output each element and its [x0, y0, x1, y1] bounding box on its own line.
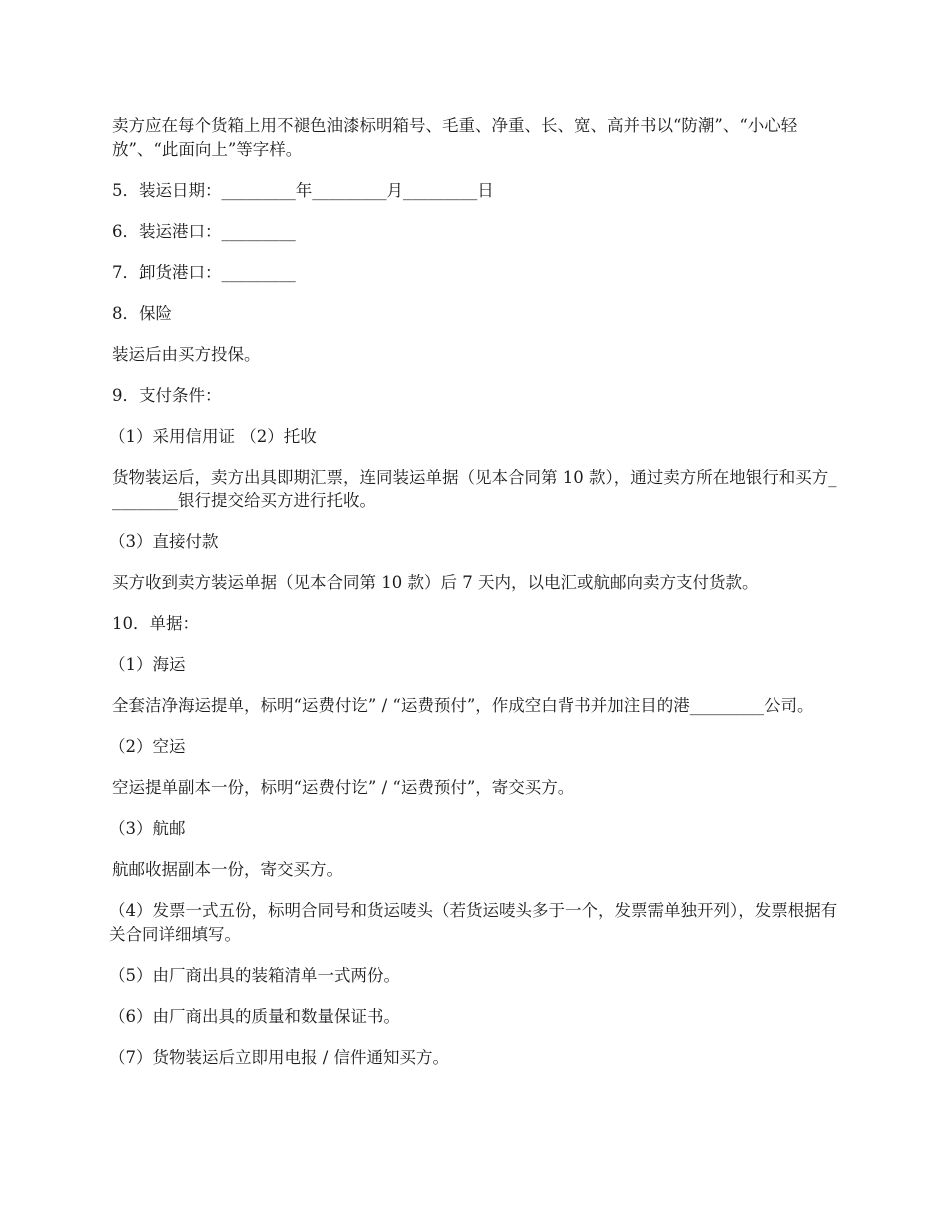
air-waybill-text: 空运提单副本一份，标明“运费付讫” / “运费预付”，寄交买方。: [112, 778, 575, 797]
air-mail-text: 航邮收据副本一份，寄交买方。: [112, 860, 343, 879]
collection-text: 货物装运后，卖方出具即期汇票，连同装运单据（见本合同第 10 款），通过卖方所在地银行和买方_________银行提交给买方进行托收。: [112, 467, 837, 510]
insurance-heading: 8．保险: [112, 303, 172, 323]
sea-bill-of-lading-text: 全套洁净海运提单，标明“运费付讫” / “运费预付”，作成空白背书并加注目的港_________公司。: [112, 696, 814, 715]
discharge-port-field: 7．卸货港口：_________: [112, 262, 296, 282]
packing-marking-clause: 卖方应在每个货箱上用不褪色油漆标明箱号、毛重、净重、长、宽、高并书以“防潮”、“小心轻放”、“此面向上”等字样。: [112, 116, 798, 159]
payment-option-lc-collection: （1）采用信用证 （2）托收: [109, 426, 317, 446]
insurance-text: 装运后由买方投保。: [112, 344, 261, 364]
shipment-notice-clause: （7）货物装运后立即用电报 / 信件通知买方。: [109, 1047, 450, 1067]
invoice-clause: （4）发票一式五份，标明合同号和货运唛头（若货运唛头多于一个，发票需单独开列），发票根据有关合同详细填写。: [109, 901, 838, 944]
quality-certificate-clause: （6）由厂商出具的质量和数量保证书。: [109, 1006, 400, 1026]
document-page: [109, 114, 838, 1087]
payment-terms-heading: 9．支付条件：: [112, 385, 222, 405]
shipment-date-field: 5．装运日期：_________年_________月_________日: [112, 180, 494, 200]
sea-transport-heading: （1）海运: [109, 655, 186, 674]
packing-list-clause: （5）由厂商出具的装箱清单一式两份。: [109, 965, 400, 985]
documents-heading: 10．单据：: [112, 614, 199, 633]
direct-payment-text: 买方收到卖方装运单据（见本合同第 10 款）后 7 天内，以电汇或航邮向卖方支付货款。: [112, 573, 759, 592]
air-mail-heading: （3）航邮: [109, 819, 186, 838]
loading-port-field: 6．装运港口：_________: [112, 221, 296, 241]
direct-payment-heading: （3）直接付款: [109, 532, 219, 551]
air-transport-heading: （2）空运: [109, 737, 186, 756]
